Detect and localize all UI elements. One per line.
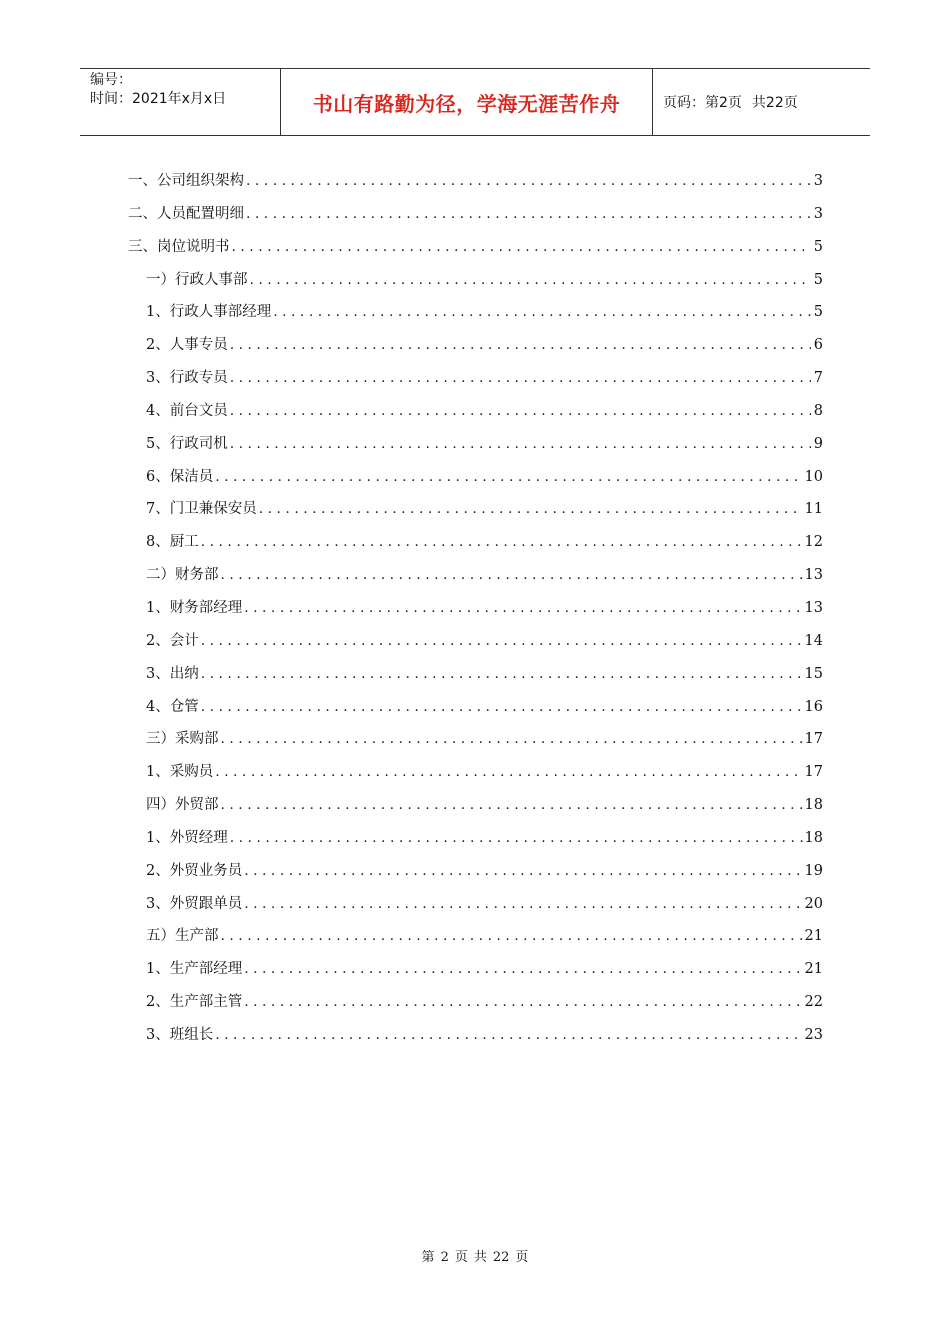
header-meta [80,69,281,135]
toc-dot-leader [244,958,802,980]
toc-dot-leader [244,597,802,619]
toc-entry-page: 21 [804,961,823,978]
toc-entry[interactable] [128,827,823,860]
toc-entry-label: 2、生产部主管 [146,994,243,1011]
toc-entry-page: 19 [804,862,823,879]
toc-entry[interactable] [128,236,823,269]
toc-entry-page: 17 [804,731,823,748]
toc-dot-leader [230,827,803,849]
header-page-label: 页码：第2页 [663,95,742,111]
toc-entry[interactable] [128,630,823,663]
toc-entry-page: 14 [804,632,823,649]
toc-entry-label: 二）财务部 [146,567,219,584]
toc-entry-label: 4、仓管 [146,698,199,715]
toc-entry-label: 3、行政专员 [146,370,228,387]
toc-dot-leader [221,925,803,947]
toc-entry[interactable] [128,1024,823,1057]
toc-entry-label: 4、前台文员 [146,402,228,419]
toc-dot-leader [244,991,802,1013]
footer-page-unit: 页 [454,1250,468,1265]
toc-dot-leader [250,269,812,291]
toc-entry[interactable] [128,301,823,334]
toc-entry[interactable] [128,367,823,400]
toc-entry-page: 18 [804,797,823,814]
toc-dot-leader [246,170,811,192]
toc-entry-page: 17 [804,764,823,781]
toc-entry-label: 1、外贸经理 [146,829,228,846]
toc-entry-page: 15 [804,665,823,682]
toc-entry-label: 2、外贸业务员 [146,862,243,879]
toc-entry-label: 5、行政司机 [146,435,228,452]
toc-entry-label: 3、出纳 [146,665,199,682]
toc-entry-label: 三、岗位说明书 [128,238,230,255]
toc-entry-label: 一、公司组织架构 [128,173,244,189]
toc-entry-page: 16 [804,698,823,715]
toc-dot-leader [230,334,811,356]
toc-entry-page: 10 [804,468,823,485]
toc-entry[interactable] [128,991,823,1024]
toc-entry-label: 2、人事专员 [146,337,228,354]
toc-dot-leader [244,893,802,915]
toc-entry[interactable] [128,925,823,958]
toc-entry[interactable] [128,597,823,630]
page-header [80,68,870,136]
toc-entry[interactable] [128,334,823,367]
toc-dot-leader [201,531,803,553]
toc-entry-label: 3、班组长 [146,1026,214,1043]
toc-entry-page: 20 [804,895,823,912]
footer-total-unit: 页 [515,1250,529,1265]
toc-entry-page: 7 [813,370,823,387]
table-of-contents [128,170,823,1057]
toc-entry[interactable] [128,794,823,827]
toc-dot-leader [215,1024,802,1046]
toc-dot-leader [230,367,811,389]
toc-entry-page: 5 [813,304,823,321]
toc-dot-leader [221,728,803,750]
toc-dot-leader [215,466,802,488]
toc-entry[interactable] [128,696,823,729]
toc-entry-page: 9 [813,435,823,452]
toc-entry[interactable] [128,958,823,991]
toc-dot-leader [273,301,811,323]
toc-entry-page: 6 [813,337,823,354]
toc-entry-label: 1、采购员 [146,764,214,781]
toc-entry-page: 22 [804,994,823,1011]
toc-entry-label: 1、行政人事部经理 [146,304,272,321]
toc-dot-leader [215,761,802,783]
toc-entry-label: 三）采购部 [146,731,219,748]
toc-entry[interactable] [128,728,823,761]
toc-entry-page: 21 [804,928,823,945]
toc-dot-leader [246,203,811,225]
toc-entry-label: 8、厨工 [146,534,199,551]
footer-page-number: 2 [440,1250,449,1265]
toc-entry-label: 6、保洁员 [146,468,214,485]
toc-entry[interactable] [128,203,823,236]
toc-entry[interactable] [128,860,823,893]
toc-entry[interactable] [128,564,823,597]
toc-dot-leader [230,433,811,455]
toc-dot-leader [232,236,812,258]
toc-entry-page: 5 [813,271,823,288]
header-total-label: 共22页 [751,95,798,111]
toc-entry-page: 3 [813,173,823,189]
toc-entry[interactable] [128,498,823,531]
toc-dot-leader [221,564,803,586]
toc-dot-leader [201,663,803,685]
toc-dot-leader [221,794,803,816]
toc-entry[interactable] [128,761,823,794]
footer-prefix: 第 [421,1250,435,1265]
toc-entry[interactable] [128,531,823,564]
toc-entry-page: 8 [813,402,823,419]
toc-entry-page: 12 [804,534,823,551]
footer-total-prefix: 共 [473,1250,487,1265]
toc-entry-label: 1、生产部经理 [146,961,243,978]
header-page-info [653,69,870,135]
toc-dot-leader [259,498,803,520]
toc-entry[interactable] [128,663,823,696]
page-footer [0,1246,950,1265]
toc-entry[interactable] [128,433,823,466]
toc-entry-label: 3、外贸跟单员 [146,895,243,912]
toc-entry-label: 五）生产部 [146,928,219,945]
toc-entry-label: 7、门卫兼保安员 [146,501,257,518]
time-label: 时间：2021年x月x日 [90,91,227,107]
toc-entry-label: 四）外贸部 [146,797,219,814]
toc-entry-label: 1、财务部经理 [146,599,243,616]
toc-dot-leader [230,400,811,422]
toc-dot-leader [244,860,802,882]
toc-entry-page: 18 [804,829,823,846]
toc-entry-page: 13 [804,599,823,616]
toc-dot-leader [201,696,803,718]
toc-entry[interactable] [128,170,823,203]
toc-entry[interactable] [128,893,823,926]
toc-entry[interactable] [128,400,823,433]
toc-entry-page: 5 [813,238,823,255]
toc-entry-label: 二、人员配置明细 [128,205,244,222]
toc-entry[interactable] [128,466,823,499]
toc-entry-page: 13 [804,567,823,584]
serial-label: 编号： [90,72,132,88]
toc-entry-label: 一）行政人事部 [146,271,248,288]
toc-entry-page: 11 [804,501,823,518]
footer-total-number: 22 [492,1250,510,1265]
toc-entry[interactable] [128,269,823,302]
toc-dot-leader [201,630,803,652]
toc-entry-page: 23 [804,1026,823,1043]
toc-entry-page: 3 [813,205,823,222]
toc-entry-label: 2、会计 [146,632,199,649]
header-motto: 书山有路勤为径，学海无涯苦作舟 [281,69,653,135]
